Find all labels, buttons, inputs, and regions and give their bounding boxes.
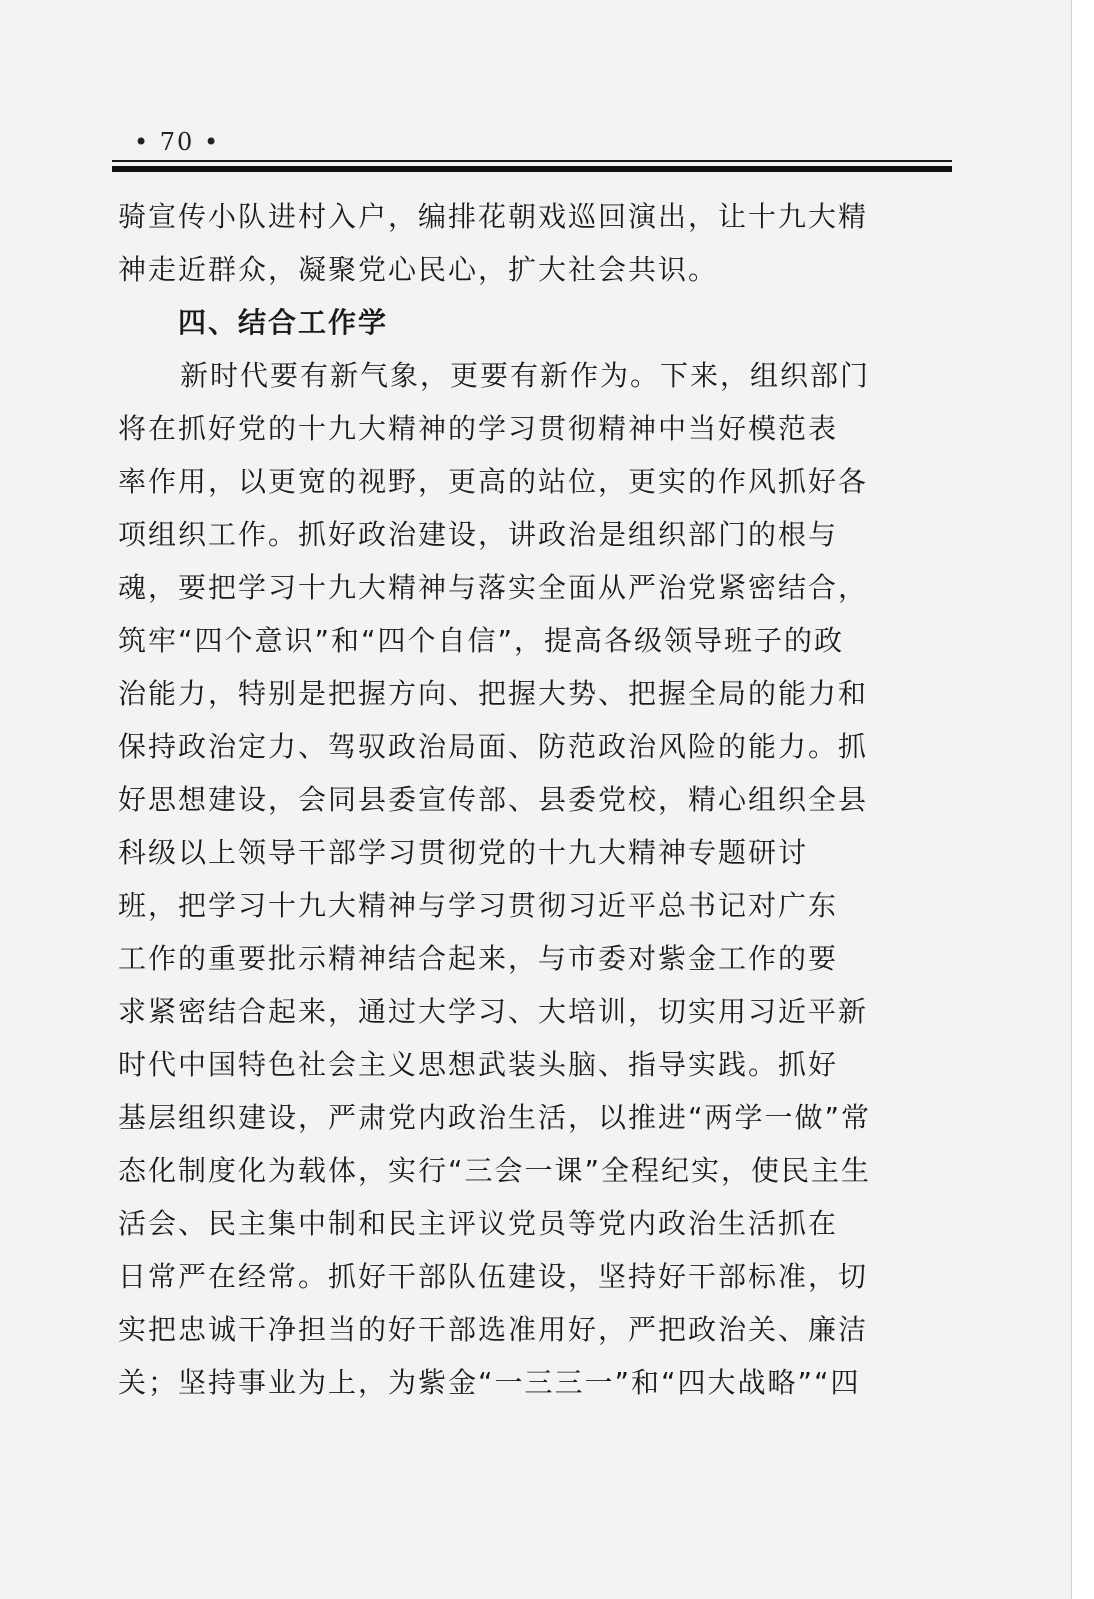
- body-text: [118, 190, 958, 1409]
- text-line: 新时代要有新气象，更要有新作为。下来，组织部门: [180, 359, 871, 392]
- text-line: 态化制度化为载体，实行“三会一课”全程纪实，使民主生: [118, 1154, 872, 1187]
- text-line: 活会、民主集中制和民主评议党员等党内政治生活抓在: [118, 1207, 839, 1240]
- text-line: 骑宣传小队进村入户，编排花朝戏巡回演出，让十九大精: [118, 200, 869, 233]
- text-line: 魂，要把学习十九大精神与落实全面从严治党紧密结合，: [118, 571, 869, 604]
- text-line: 实把忠诚干净担当的好干部选准用好，严把政治关、廉洁: [118, 1313, 869, 1346]
- header-rule-thick: [112, 166, 952, 172]
- page-number: • 70 •: [134, 128, 221, 156]
- text-line: 班，把学习十九大精神与学习贯彻习近平总书记对广东: [118, 889, 839, 922]
- text-line: 好思想建设，会同县委宣传部、县委党校，精心组织全县: [118, 783, 869, 816]
- text-line: 科级以上领导干部学习贯彻党的十九大精神专题研讨: [118, 836, 809, 869]
- page-edge-strip: [1071, 0, 1094, 1599]
- text-line: 将在抓好党的十九大精神的学习贯彻精神中当好模范表: [118, 412, 839, 445]
- text-line: 项组织工作。抓好政治建设，讲政治是组织部门的根与: [118, 518, 839, 551]
- text-line: 关；坚持事业为上，为紫金“一三三一”和“四大战略”“四: [118, 1366, 861, 1399]
- text-line: 筑牢“四个意识”和“四个自信”，提高各级领导班子的政: [118, 624, 845, 657]
- text-line: 日常严在经常。抓好干部队伍建设，坚持好干部标准，切: [118, 1260, 869, 1293]
- text-line: 率作用，以更宽的视野，更高的站位，更实的作风抓好各: [118, 465, 869, 498]
- section-heading: 四、结合工作学: [178, 306, 389, 339]
- text-line: 治能力，特别是把握方向、把握大势、把握全局的能力和: [118, 677, 869, 710]
- text-line: 神走近群众，凝聚党心民心，扩大社会共识。: [118, 253, 719, 286]
- header-rule-thin: [112, 160, 952, 162]
- text-line: 工作的重要批示精神结合起来，与市委对紫金工作的要: [118, 942, 839, 975]
- page-header: [118, 124, 954, 164]
- text-line: 保持政治定力、驾驭政治局面、防范政治风险的能力。抓: [118, 730, 869, 763]
- text-line: 时代中国特色社会主义思想武装头脑、指导实践。抓好: [118, 1048, 839, 1081]
- text-line: 求紧密结合起来，通过大学习、大培训，切实用习近平新: [118, 995, 869, 1028]
- text-line: 基层组织建设，严肃党内政治生活，以推进“两学一做”常: [118, 1101, 872, 1134]
